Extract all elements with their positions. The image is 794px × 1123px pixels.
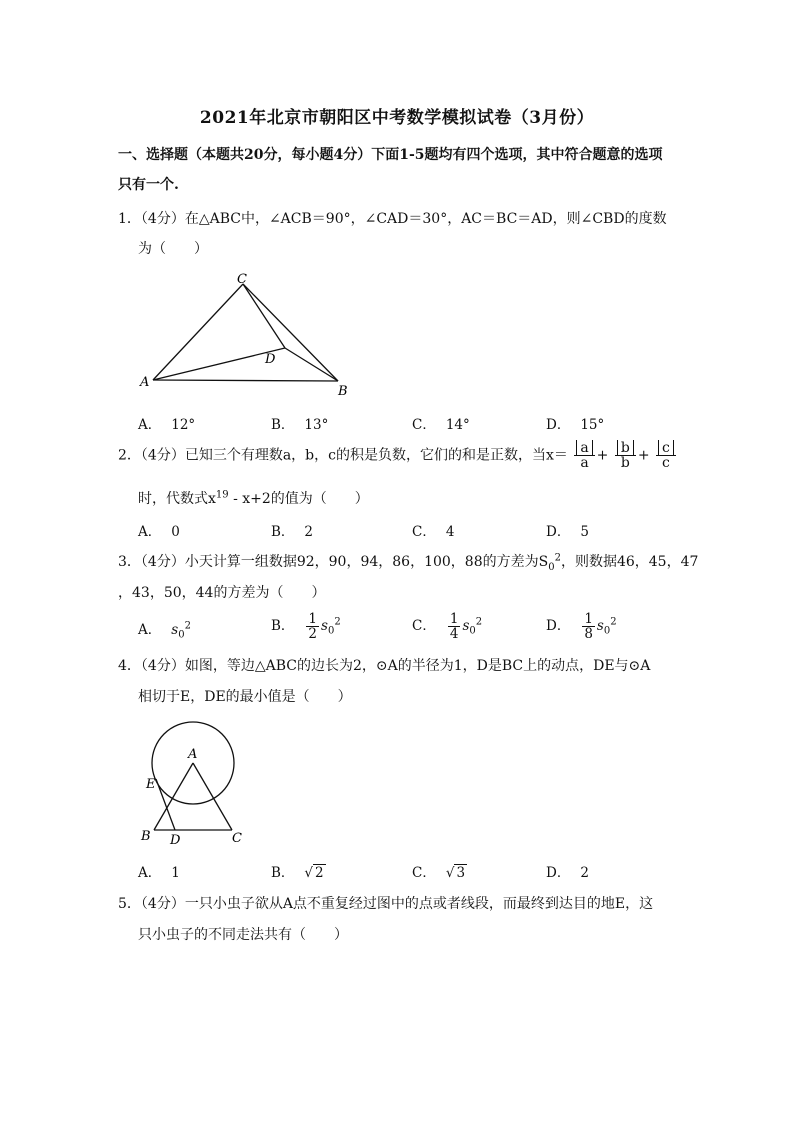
q1-segment-db [285, 348, 338, 381]
q3-option-c[interactable]: C． $\frac{1}{4}$ $s_0^2$ [412, 611, 483, 642]
q2-fraction-c: $\frac{c}{c}$ [656, 441, 676, 470]
q4-option-d[interactable]: D． 2 [546, 865, 589, 881]
q2-option-a[interactable]: A． 0 [138, 524, 180, 540]
q1-option-c[interactable]: C． 14° [412, 417, 470, 433]
q2-option-b[interactable]: B． 2 [271, 524, 314, 540]
exam-title: 2021年北京市朝阳区中考数学模拟试卷（3月份） [199, 108, 595, 128]
q2-text-line1: 2．（4分）已知三个有理数a，b，c的积是负数，它们的和是正数，当x＝ $\frac{a}{a}$ + $\frac{b}{b}$ + $\frac{c}{c}$ [118, 441, 678, 470]
q4-label-a: A [188, 747, 198, 762]
q2-fraction-a: $\frac{a}{a}$ [574, 441, 594, 470]
q4-label-b: B [141, 829, 151, 844]
q4-segment-ab [154, 763, 193, 830]
q2-text-line2: 时，代数式$x^{19} - x+2$的值为（ ） [138, 489, 369, 507]
q2-option-c[interactable]: C． 4 [412, 524, 455, 540]
q2-option-d[interactable]: D． 5 [546, 524, 589, 540]
q4-option-c[interactable]: C． √ 3 [412, 865, 466, 881]
q1-segment-ab [153, 380, 338, 381]
q2-fraction-b: $\frac{b}{b}$ [615, 441, 636, 470]
q1-text-line2: 为（ ） [138, 241, 208, 257]
q1-segment-cb [243, 284, 338, 381]
q3-text-line2: ，43，50，44的方差为（ ） [118, 585, 326, 601]
q1-label-b: B [338, 384, 348, 399]
q4-options [138, 861, 678, 885]
q1-text-line1: 1．（4分）在△ABC中，∠ACB＝90°，∠CAD＝30°，AC＝BC＝AD，则∠CBD的度数 [118, 211, 667, 227]
q3-option-b[interactable]: B． $\frac{1}{2}$ $s_0^2$ [271, 611, 341, 642]
q4-label-e: E [146, 777, 156, 792]
q1-option-b[interactable]: B． 13° [271, 417, 329, 433]
q3-options [138, 612, 678, 644]
q3-option-a[interactable]: A． $s_0^2$ [138, 620, 191, 641]
q4-label-d: D [170, 833, 181, 848]
q1-label-a: A [140, 375, 150, 390]
q1-option-d[interactable]: D． 15° [546, 417, 605, 433]
q4-text-line1: 4．（4分）如图，等边△ABC的边长为2，⊙A的半径为1，D是BC上的动点，DE与⊙A [118, 658, 651, 674]
q1-label-c: C [237, 272, 247, 287]
q1-option-a[interactable]: A． 12° [138, 417, 196, 433]
section-heading [118, 140, 688, 200]
q4-segment-ac [193, 763, 232, 830]
q4-label-c: C [232, 831, 242, 846]
q4-text-line2: 相切于E，DE的最小值是（ ） [138, 689, 352, 705]
q4-option-a[interactable]: A． 1 [138, 865, 180, 881]
q3-text-line1: 3．（4分）小天计算一组数据92，90，94，86，100，88的方差为$S_0^2$，则数据46，45，47 [118, 552, 699, 573]
q3-option-d[interactable]: D． $\frac{1}{8}$ $s_0^2$ [546, 611, 617, 642]
section-heading-line2: 只有一个. [118, 177, 179, 193]
q1-options [138, 413, 678, 437]
q4-figure [135, 715, 255, 850]
q1-segment-ac [153, 284, 243, 380]
q5-text-line1: 5．（4分）一只小虫子欲从A点不重复经过图中的点或者线段，而最终到达目的地E，这 [118, 896, 654, 912]
sqrt-symbol: √ 2 [304, 865, 324, 881]
q1-segment-cd [243, 284, 285, 348]
q2-options [138, 520, 678, 544]
section-heading-line1: 一、选择题（本题共20分，每小题4分）下面1-5题均有四个选项，其中符合题意的选项 [118, 147, 663, 163]
q5-text-line2: 只小虫子的不同走法共有（ ） [138, 927, 348, 943]
q1-figure [135, 270, 365, 400]
q4-option-b[interactable]: B． √ 2 [271, 865, 324, 881]
sqrt-symbol: √ 3 [445, 865, 466, 881]
q1-label-d: D [265, 352, 276, 367]
